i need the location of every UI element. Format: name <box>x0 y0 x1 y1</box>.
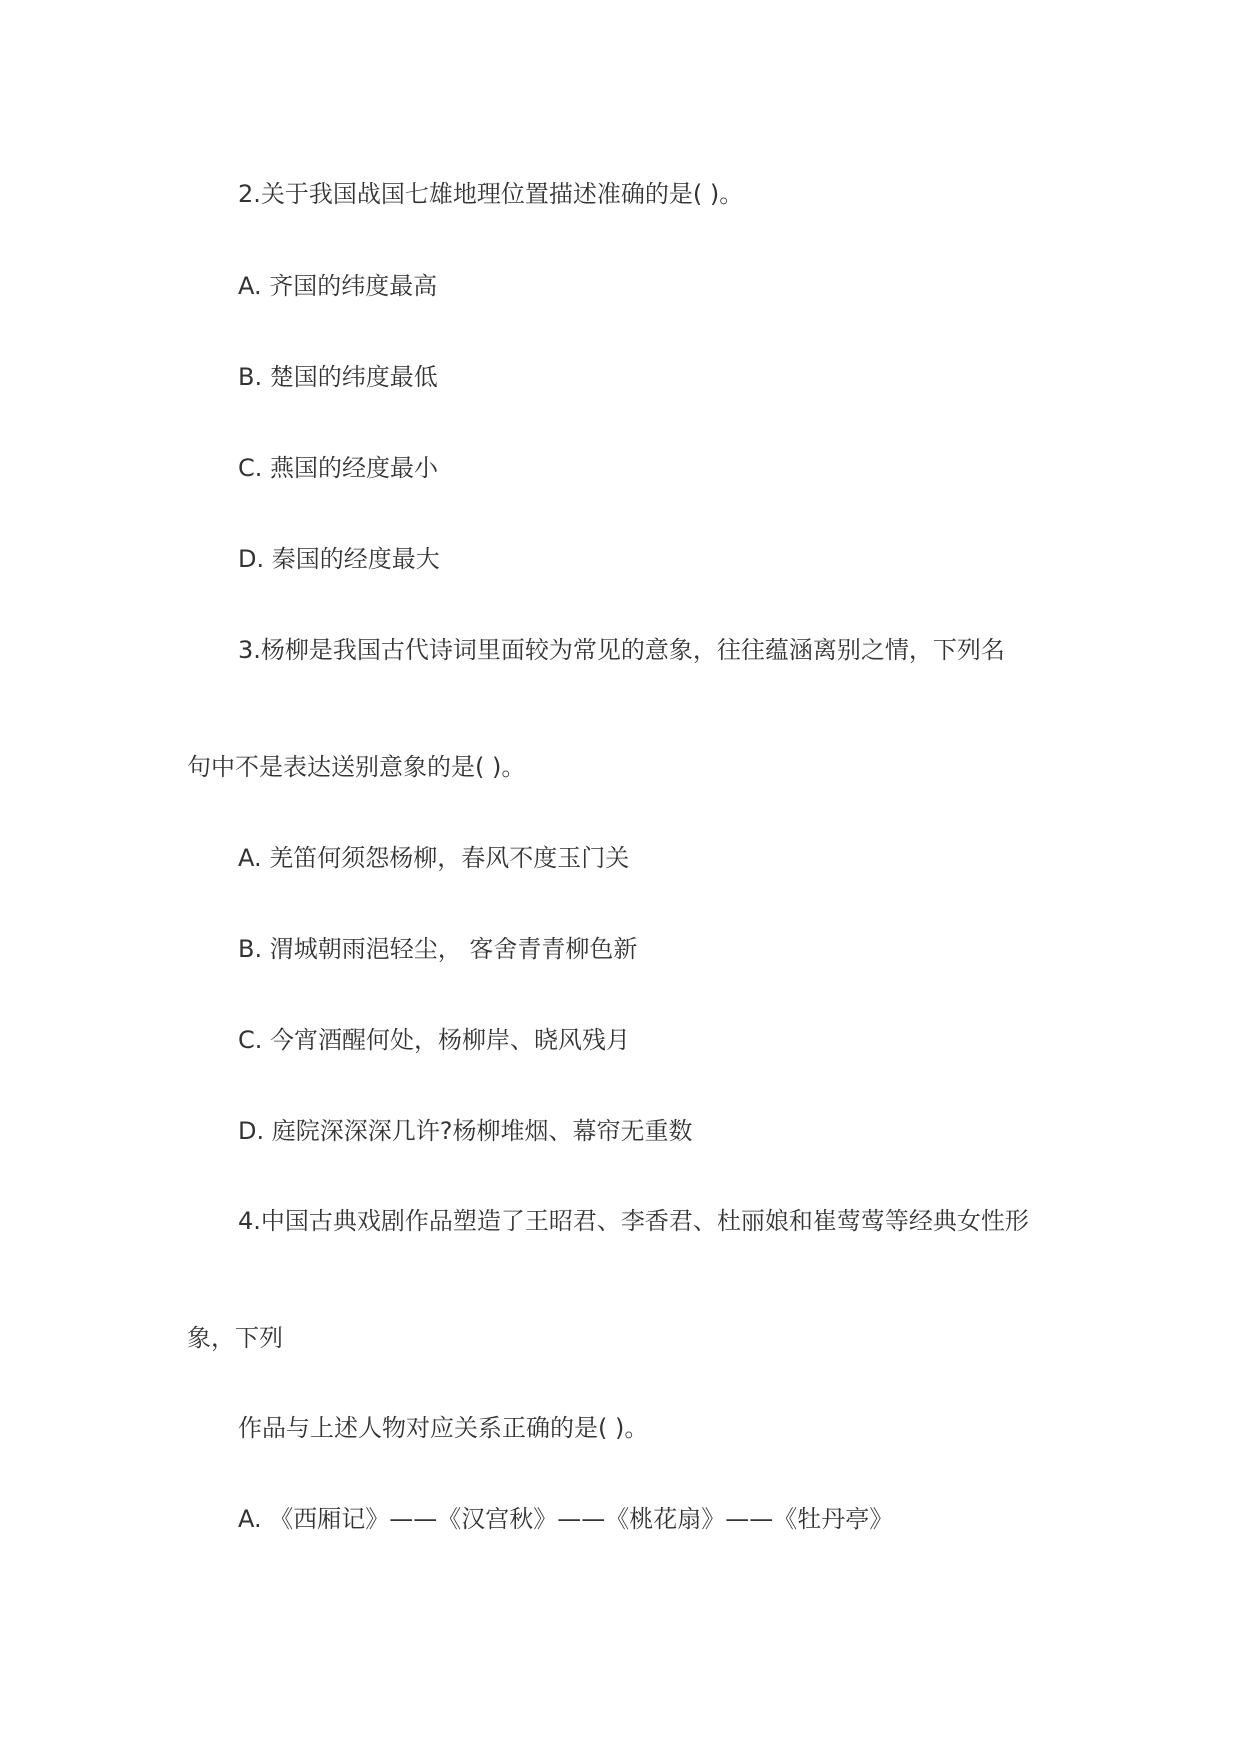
question-3-stem-line1: 3.杨柳是我国古代诗词里面较为常见的意象，往往蕴涵离别之情，下列名 <box>238 636 1005 664</box>
question-2-option-a: A. 齐国的纬度最高 <box>238 272 438 300</box>
question-3-option-d: D. 庭院深深深几许?杨柳堆烟、幕帘无重数 <box>238 1117 693 1145</box>
question-4-stem-line1: 4.中国古典戏剧作品塑造了王昭君、李香君、杜丽娘和崔莺莺等经典女性形 <box>238 1207 1029 1235</box>
question-3-option-c: C. 今宵酒醒何处，杨柳岸、晓风残月 <box>238 1026 631 1054</box>
question-2-option-b: B. 楚国的纬度最低 <box>238 363 438 391</box>
question-2-option-d: D. 秦国的经度最大 <box>238 545 440 573</box>
question-4-stem-line2: 象，下列 <box>187 1324 283 1352</box>
question-4-option-a: A. 《西厢记》——《汉宫秋》——《桃花扇》——《牡丹亭》 <box>238 1505 894 1533</box>
question-4-stem-line3: 作品与上述人物对应关系正确的是( )。 <box>238 1414 649 1442</box>
question-3-option-b: B. 渭城朝雨浥轻尘， 客舍青青柳色新 <box>238 935 638 963</box>
question-3-stem-line2: 句中不是表达送别意象的是( )。 <box>187 753 526 781</box>
question-2-option-c: C. 燕国的经度最小 <box>238 454 439 482</box>
question-2-stem: 2.关于我国战国七雄地理位置描述准确的是( )。 <box>238 180 744 208</box>
question-3-option-a: A. 羌笛何须怨杨柳，春风不度玉门关 <box>238 844 630 872</box>
